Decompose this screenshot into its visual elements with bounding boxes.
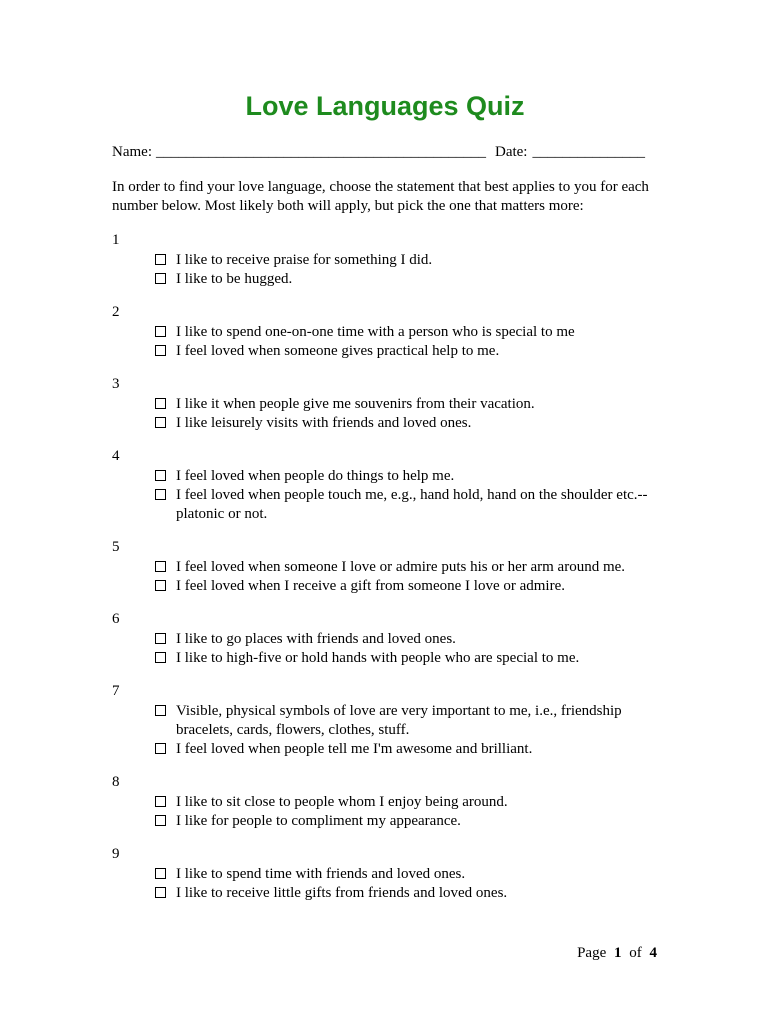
question-options [155,467,670,524]
checkbox-icon[interactable] [155,470,166,481]
option-text: I like to go places with friends and loved ones. [176,631,456,647]
option-text: I feel loved when someone I love or admire puts his or her arm around me. [176,559,626,575]
checkbox-icon[interactable] [155,633,166,644]
date-label: Date: [494,144,528,160]
option-text: I like to sit close to people whom I enjoy being around. [176,794,508,810]
footer-total-pages: 4 [649,945,657,961]
name-label: Name: [112,144,152,160]
option-text: I like it when people give me souvenirs from their vacation. [176,396,535,412]
quiz-option [155,323,670,342]
question-options [155,630,670,668]
question-number: 7 [112,683,120,699]
question-section [112,773,670,831]
quiz-option [155,577,670,596]
name-date-row [112,143,670,162]
checkbox-icon[interactable] [155,868,166,879]
question-section [112,447,670,524]
footer-page-number: 1 [614,945,622,961]
quiz-option [155,649,670,668]
quiz-option [155,865,670,884]
checkbox-icon[interactable] [155,743,166,754]
checkbox-icon[interactable] [155,580,166,591]
footer-page-word: Page [577,945,607,961]
quiz-option [155,702,670,740]
option-text: I feel loved when someone gives practical help to me. [176,343,500,359]
quiz-option [155,558,670,577]
page-title: Love Languages Quiz [245,91,525,121]
quiz-option [155,812,670,831]
question-options [155,558,670,596]
option-text: I like to receive praise for something I did. [176,252,433,268]
question-number: 8 [112,774,120,790]
question-options [155,395,670,433]
name-input-line[interactable]: ____________________________________________ [155,144,486,160]
quiz-option [155,270,670,289]
option-text: I feel loved when I receive a gift from someone I love or admire. [176,578,566,594]
question-options [155,793,670,831]
option-text: Visible, physical symbols of love are very important to me, i.e., friendship bracelets, cards, flowers, clothes, stuff. [176,703,622,738]
footer-of-word: of [629,945,642,961]
quiz-option [155,486,670,524]
option-text: I like to spend time with friends and loved ones. [176,866,466,882]
quiz-option [155,251,670,270]
question-section [112,682,670,759]
quiz-option [155,884,670,903]
question-options [155,251,670,289]
question-section [112,375,670,433]
checkbox-icon[interactable] [155,398,166,409]
option-text: I like leisurely visits with friends and loved ones. [176,415,472,431]
checkbox-icon[interactable] [155,489,166,500]
quiz-option [155,793,670,812]
option-text: I like to spend one-on-one time with a person who is special to me [176,324,575,340]
option-text: I like to receive little gifts from friends and loved ones. [176,885,508,901]
question-options [155,865,670,903]
intro-text: In order to find your love language, choose the statement that best applies to you for each number below. Most likely both will apply, but pick the one that matters more: [112,179,649,214]
checkbox-icon[interactable] [155,561,166,572]
checkbox-icon[interactable] [155,417,166,428]
checkbox-icon[interactable] [155,345,166,356]
option-text: I like to high-five or hold hands with people who are special to me. [176,650,580,666]
question-options [155,702,670,759]
checkbox-icon[interactable] [155,254,166,265]
question-number: 2 [112,304,120,320]
question-number: 5 [112,539,120,555]
checkbox-icon[interactable] [155,273,166,284]
quiz-option [155,740,670,759]
option-text: I like to be hugged. [176,271,293,287]
date-input-line[interactable]: _______________ [532,144,645,160]
checkbox-icon[interactable] [155,796,166,807]
question-number: 4 [112,448,120,464]
option-text: I feel loved when people touch me, e.g., hand hold, hand on the shoulder etc.-- platonic or not. [176,487,648,522]
checkbox-icon[interactable] [155,652,166,663]
question-section [112,610,670,668]
question-number: 6 [112,611,120,627]
question-section [112,538,670,596]
question-section [112,845,670,903]
question-number: 9 [112,846,120,862]
quiz-option [155,342,670,361]
checkbox-icon[interactable] [155,705,166,716]
page-footer [577,944,657,963]
quiz-option [155,395,670,414]
option-text: I like for people to compliment my appearance. [176,813,461,829]
question-section [112,231,670,289]
option-text: I feel loved when people tell me I'm awesome and brilliant. [176,741,533,757]
checkbox-icon[interactable] [155,887,166,898]
checkbox-icon[interactable] [155,815,166,826]
question-section [112,303,670,361]
question-options [155,323,670,361]
question-number: 3 [112,376,120,392]
quiz-option [155,414,670,433]
option-text: I feel loved when people do things to help me. [176,468,455,484]
checkbox-icon[interactable] [155,326,166,337]
quiz-option [155,467,670,486]
questions-list [112,231,670,903]
question-number: 1 [112,232,120,248]
quiz-option [155,630,670,649]
